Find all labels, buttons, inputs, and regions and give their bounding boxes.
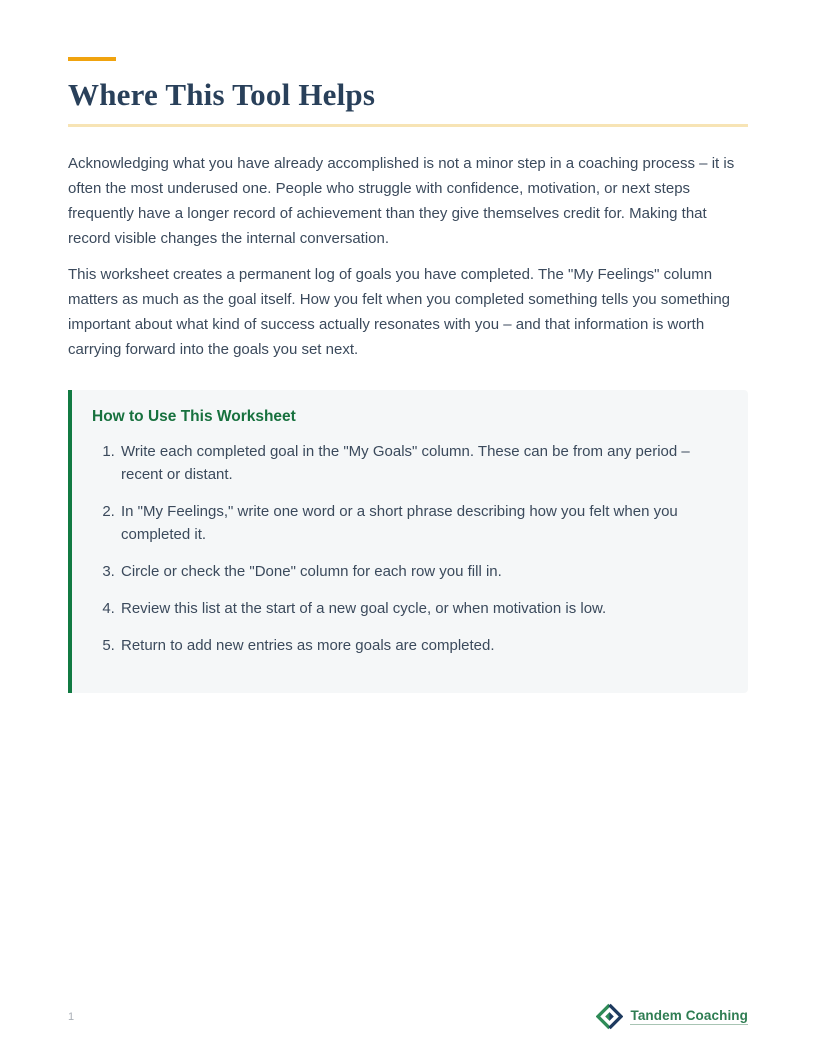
document-footer: [68, 1003, 748, 1030]
document-header: [68, 57, 748, 127]
page-title: Where This Tool Helps: [68, 77, 376, 112]
instruction-step: 4. Review this list at the start of a new goal cycle, or when motivation is low.: [119, 597, 722, 620]
instruction-step: 3. Circle or check the "Done" column for each row you fill in.: [119, 560, 722, 583]
callout-title: How to Use This Worksheet: [92, 408, 296, 426]
how-to-use-callout: [68, 390, 748, 693]
intro-paragraph-1: Acknowledging what you have already accomplished is not a minor step in a coaching process – it is often the most underused one. People who struggle with confidence, motivation, or next steps frequently have a longer record of achievement than they give themselves credit for. Making that record visible changes the internal conversation.: [68, 155, 735, 248]
title-underline: [68, 124, 748, 127]
brand-name: Tandem Coaching: [630, 1008, 748, 1023]
page-number: 1: [68, 1010, 75, 1023]
brand-logo: [596, 1003, 748, 1030]
instruction-step: 5. Return to add new entries as more goals are completed.: [119, 634, 722, 657]
tandem-diamond-icon: [596, 1003, 623, 1030]
document-body: [68, 151, 748, 693]
instruction-step: 2. In "My Feelings," write one word or a short phrase describing how you felt when you completed it.: [119, 500, 722, 546]
accent-bar: [68, 57, 116, 61]
intro-paragraph-2: This worksheet creates a permanent log of goals you have completed. The "My Feelings" column matters as much as the goal itself. How you felt when you completed something tells you something important about what kind of success actually resonates with you – and that information is worth carrying forward into the goals you set next.: [68, 266, 730, 359]
instruction-step: 1. Write each completed goal in the "My Goals" column. These can be from any period – recent or distant.: [119, 440, 722, 486]
instruction-list: [92, 440, 722, 657]
